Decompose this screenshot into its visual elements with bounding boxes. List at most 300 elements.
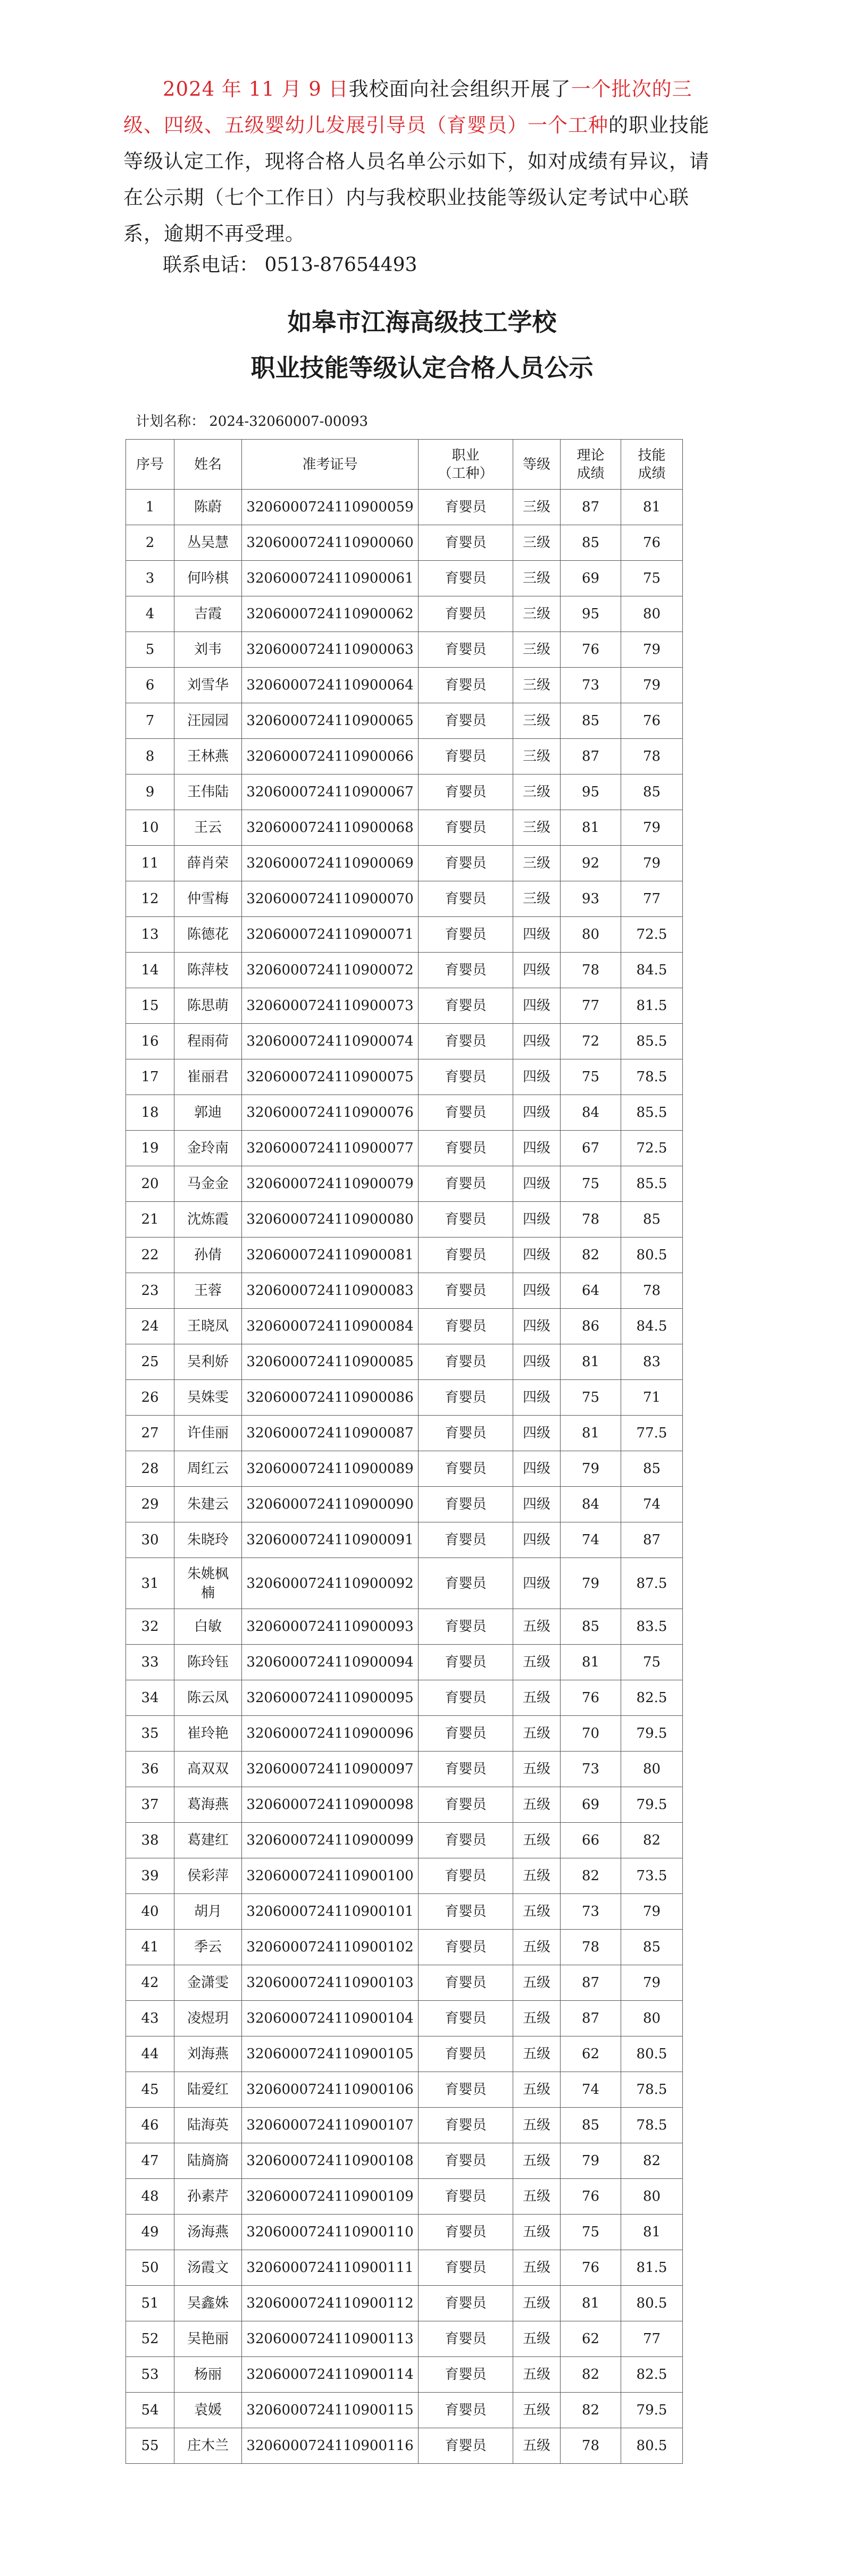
table-row bbox=[126, 1487, 683, 1522]
cell-skill-score: 85 bbox=[621, 1930, 683, 1965]
cell-skill-score: 81 bbox=[621, 490, 683, 525]
cell-level: 四级 bbox=[513, 1487, 561, 1522]
cell-exam-id: 3206000724110900079 bbox=[242, 1166, 419, 1202]
cell-exam-id: 3206000724110900116 bbox=[242, 2428, 419, 2464]
table-row bbox=[126, 2179, 683, 2215]
cell-skill-score: 78 bbox=[621, 739, 683, 775]
cell-exam-id: 3206000724110900101 bbox=[242, 1894, 419, 1930]
table-row bbox=[126, 2286, 683, 2321]
cell-skill-score: 78.5 bbox=[621, 2108, 683, 2143]
cell-no: 9 bbox=[126, 775, 174, 810]
cell-job: 育婴员 bbox=[419, 1522, 513, 1558]
cell-theory-score: 74 bbox=[561, 1522, 621, 1558]
cell-job: 育婴员 bbox=[419, 1894, 513, 1930]
cell-job: 育婴员 bbox=[419, 1416, 513, 1451]
cell-theory-score: 87 bbox=[561, 739, 621, 775]
cell-skill-score: 85 bbox=[621, 1451, 683, 1487]
cell-theory-score: 75 bbox=[561, 2215, 621, 2250]
cell-name: 陈蔚 bbox=[174, 490, 242, 525]
table-row bbox=[126, 1309, 683, 1344]
cell-name: 胡月 bbox=[174, 1894, 242, 1930]
school-title: 如皋市江海高级技工学校 bbox=[287, 308, 557, 336]
cell-job: 育婴员 bbox=[419, 988, 513, 1024]
cell-theory-score: 85 bbox=[561, 703, 621, 739]
table-row bbox=[126, 1858, 683, 1894]
cell-theory-score: 84 bbox=[561, 1095, 621, 1131]
cell-level: 四级 bbox=[513, 1416, 561, 1451]
cell-theory-score: 76 bbox=[561, 2179, 621, 2215]
cell-no: 5 bbox=[126, 632, 174, 668]
cell-job: 育婴员 bbox=[419, 1487, 513, 1522]
cell-skill-score: 80 bbox=[621, 2179, 683, 2215]
table-row bbox=[126, 2215, 683, 2250]
cell-job: 育婴员 bbox=[419, 2215, 513, 2250]
cell-name: 许佳丽 bbox=[174, 1416, 242, 1451]
header-id: 准考证号 bbox=[242, 440, 419, 490]
cell-theory-score: 92 bbox=[561, 846, 621, 881]
cell-skill-score: 82.5 bbox=[621, 1680, 683, 1716]
cell-level: 五级 bbox=[513, 2072, 561, 2108]
cell-skill-score: 87.5 bbox=[621, 1558, 683, 1609]
cell-name: 刘韦 bbox=[174, 632, 242, 668]
header-job bbox=[419, 440, 513, 490]
cell-level: 三级 bbox=[513, 490, 561, 525]
table-row bbox=[126, 739, 683, 775]
cell-exam-id: 3206000724110900110 bbox=[242, 2215, 419, 2250]
plan-name: 计划名称： 2024-32060007-00093 bbox=[136, 414, 369, 430]
cell-no: 12 bbox=[126, 881, 174, 917]
cell-name: 王林燕 bbox=[174, 739, 242, 775]
cell-no: 20 bbox=[126, 1166, 174, 1202]
cell-theory-score: 86 bbox=[561, 1309, 621, 1344]
cell-skill-score: 76 bbox=[621, 525, 683, 561]
cell-level: 四级 bbox=[513, 1273, 561, 1309]
cell-level: 四级 bbox=[513, 917, 561, 953]
cell-name: 陈云凤 bbox=[174, 1680, 242, 1716]
cell-no: 43 bbox=[126, 2001, 174, 2036]
cell-theory-score: 73 bbox=[561, 1752, 621, 1787]
cell-job: 育婴员 bbox=[419, 1451, 513, 1487]
table-row bbox=[126, 1930, 683, 1965]
table-row bbox=[126, 2250, 683, 2286]
cell-skill-score: 81.5 bbox=[621, 2250, 683, 2286]
cell-name: 丛吴慧 bbox=[174, 525, 242, 561]
cell-exam-id: 3206000724110900097 bbox=[242, 1752, 419, 1787]
table-row bbox=[126, 1238, 683, 1273]
cell-no: 34 bbox=[126, 1680, 174, 1716]
cell-theory-score: 81 bbox=[561, 1645, 621, 1680]
cell-skill-score: 79.5 bbox=[621, 1787, 683, 1823]
cell-no: 35 bbox=[126, 1716, 174, 1752]
cell-exam-id: 3206000724110900080 bbox=[242, 1202, 419, 1238]
table-row bbox=[126, 703, 683, 739]
cell-name: 崔玲艳 bbox=[174, 1716, 242, 1752]
cell-no: 46 bbox=[126, 2108, 174, 2143]
header-level: 等级 bbox=[513, 440, 561, 490]
header-name: 姓名 bbox=[174, 440, 242, 490]
cell-skill-score: 80 bbox=[621, 596, 683, 632]
cell-name: 季云 bbox=[174, 1930, 242, 1965]
cell-name: 朱姚枫楠 bbox=[174, 1558, 242, 1609]
cell-theory-score: 78 bbox=[561, 2428, 621, 2464]
cell-name: 朱晓玲 bbox=[174, 1522, 242, 1558]
cell-exam-id: 3206000724110900081 bbox=[242, 1238, 419, 1273]
cell-theory-score: 62 bbox=[561, 2036, 621, 2072]
cell-level: 四级 bbox=[513, 1059, 561, 1095]
table-row bbox=[126, 988, 683, 1024]
cell-name: 陆旖旖 bbox=[174, 2143, 242, 2179]
cell-no: 25 bbox=[126, 1344, 174, 1380]
cell-job: 育婴员 bbox=[419, 2393, 513, 2428]
cell-theory-score: 81 bbox=[561, 1416, 621, 1451]
cell-exam-id: 3206000724110900072 bbox=[242, 953, 419, 988]
cell-skill-score: 79 bbox=[621, 846, 683, 881]
cell-name: 吴姝雯 bbox=[174, 1380, 242, 1416]
cell-exam-id: 3206000724110900103 bbox=[242, 1965, 419, 2001]
cell-no: 24 bbox=[126, 1309, 174, 1344]
cell-name: 陈萍枝 bbox=[174, 953, 242, 988]
cell-level: 四级 bbox=[513, 1558, 561, 1609]
table-row bbox=[126, 1380, 683, 1416]
cell-exam-id: 3206000724110900075 bbox=[242, 1059, 419, 1095]
table-row bbox=[126, 810, 683, 846]
cell-exam-id: 3206000724110900098 bbox=[242, 1787, 419, 1823]
cell-job: 育婴员 bbox=[419, 1965, 513, 2001]
cell-name: 吴鑫姝 bbox=[174, 2286, 242, 2321]
cell-exam-id: 3206000724110900113 bbox=[242, 2321, 419, 2357]
cell-name: 汪园园 bbox=[174, 703, 242, 739]
cell-exam-id: 3206000724110900085 bbox=[242, 1344, 419, 1380]
cell-name: 孙素芹 bbox=[174, 2179, 242, 2215]
cell-skill-score: 75 bbox=[621, 1645, 683, 1680]
cell-skill-score: 79 bbox=[621, 668, 683, 703]
intro-paragraph bbox=[123, 71, 727, 252]
cell-name: 刘雪华 bbox=[174, 668, 242, 703]
cell-job: 育婴员 bbox=[419, 953, 513, 988]
cell-skill-score: 79 bbox=[621, 810, 683, 846]
cell-theory-score: 82 bbox=[561, 1858, 621, 1894]
cell-exam-id: 3206000724110900066 bbox=[242, 739, 419, 775]
header-theory-line1: 理论 bbox=[576, 447, 605, 464]
cell-theory-score: 76 bbox=[561, 632, 621, 668]
cell-level: 五级 bbox=[513, 2179, 561, 2215]
cell-no: 13 bbox=[126, 917, 174, 953]
cell-job: 育婴员 bbox=[419, 1558, 513, 1609]
cell-name: 金潇雯 bbox=[174, 1965, 242, 2001]
cell-exam-id: 3206000724110900063 bbox=[242, 632, 419, 668]
cell-level: 五级 bbox=[513, 2108, 561, 2143]
cell-level: 四级 bbox=[513, 953, 561, 988]
cell-name: 周红云 bbox=[174, 1451, 242, 1487]
cell-skill-score: 80.5 bbox=[621, 2286, 683, 2321]
cell-no: 10 bbox=[126, 810, 174, 846]
cell-no: 50 bbox=[126, 2250, 174, 2286]
cell-job: 育婴员 bbox=[419, 525, 513, 561]
cell-level: 三级 bbox=[513, 668, 561, 703]
cell-exam-id: 3206000724110900114 bbox=[242, 2357, 419, 2393]
cell-skill-score: 80 bbox=[621, 1752, 683, 1787]
cell-job: 育婴员 bbox=[419, 1059, 513, 1095]
cell-no: 26 bbox=[126, 1380, 174, 1416]
cell-level: 五级 bbox=[513, 1787, 561, 1823]
cell-job: 育婴员 bbox=[419, 1131, 513, 1166]
cell-skill-score: 87 bbox=[621, 1522, 683, 1558]
cell-exam-id: 3206000724110900099 bbox=[242, 1823, 419, 1858]
cell-name: 朱建云 bbox=[174, 1487, 242, 1522]
cell-theory-score: 79 bbox=[561, 1451, 621, 1487]
table-header-row bbox=[126, 440, 683, 490]
cell-theory-score: 78 bbox=[561, 1202, 621, 1238]
cell-no: 1 bbox=[126, 490, 174, 525]
table-row bbox=[126, 632, 683, 668]
cell-theory-score: 85 bbox=[561, 525, 621, 561]
cell-job: 育婴员 bbox=[419, 668, 513, 703]
cell-exam-id: 3206000724110900102 bbox=[242, 1930, 419, 1965]
cell-level: 四级 bbox=[513, 1238, 561, 1273]
cell-name: 崔丽君 bbox=[174, 1059, 242, 1095]
cell-theory-score: 78 bbox=[561, 953, 621, 988]
cell-no: 33 bbox=[126, 1645, 174, 1680]
cell-skill-score: 79 bbox=[621, 1894, 683, 1930]
cell-name: 葛建红 bbox=[174, 1823, 242, 1858]
cell-theory-score: 70 bbox=[561, 1716, 621, 1752]
header-skill bbox=[621, 440, 683, 490]
cell-theory-score: 95 bbox=[561, 775, 621, 810]
header-no: 序号 bbox=[126, 440, 174, 490]
cell-level: 五级 bbox=[513, 2143, 561, 2179]
table-row bbox=[126, 490, 683, 525]
cell-job: 育婴员 bbox=[419, 1716, 513, 1752]
cell-skill-score: 79.5 bbox=[621, 1716, 683, 1752]
cell-exam-id: 3206000724110900106 bbox=[242, 2072, 419, 2108]
intro-text-2: 的职业技能等级认定工作，现将合格人员名单公示如下，如对成绩有异议，请在公示期（七个工作日）内与我校职业技能等级认定考试中心联系，逾期不再受理。 bbox=[123, 114, 709, 245]
cell-exam-id: 3206000724110900069 bbox=[242, 846, 419, 881]
cell-theory-score: 73 bbox=[561, 668, 621, 703]
cell-job: 育婴员 bbox=[419, 703, 513, 739]
cell-skill-score: 74 bbox=[621, 1487, 683, 1522]
cell-no: 49 bbox=[126, 2215, 174, 2250]
cell-theory-score: 62 bbox=[561, 2321, 621, 2357]
cell-exam-id: 3206000724110900077 bbox=[242, 1131, 419, 1166]
cell-skill-score: 76 bbox=[621, 703, 683, 739]
cell-exam-id: 3206000724110900105 bbox=[242, 2036, 419, 2072]
cell-skill-score: 79 bbox=[621, 632, 683, 668]
cell-job: 育婴员 bbox=[419, 596, 513, 632]
cell-theory-score: 93 bbox=[561, 881, 621, 917]
cell-job: 育婴员 bbox=[419, 1645, 513, 1680]
cell-no: 38 bbox=[126, 1823, 174, 1858]
table-row bbox=[126, 1131, 683, 1166]
cell-level: 四级 bbox=[513, 1095, 561, 1131]
cell-no: 17 bbox=[126, 1059, 174, 1095]
cell-level: 四级 bbox=[513, 1131, 561, 1166]
cell-job: 育婴员 bbox=[419, 2179, 513, 2215]
cell-skill-score: 85 bbox=[621, 775, 683, 810]
cell-name: 薛肖荣 bbox=[174, 846, 242, 881]
cell-exam-id: 3206000724110900070 bbox=[242, 881, 419, 917]
cell-name: 陈思萌 bbox=[174, 988, 242, 1024]
cell-exam-id: 3206000724110900073 bbox=[242, 988, 419, 1024]
cell-job: 育婴员 bbox=[419, 2108, 513, 2143]
cell-theory-score: 80 bbox=[561, 917, 621, 953]
cell-level: 三级 bbox=[513, 561, 561, 596]
cell-no: 29 bbox=[126, 1487, 174, 1522]
table-row bbox=[126, 1024, 683, 1059]
cell-skill-score: 85.5 bbox=[621, 1095, 683, 1131]
cell-job: 育婴员 bbox=[419, 632, 513, 668]
qualified-list-table bbox=[126, 439, 683, 2464]
cell-exam-id: 3206000724110900064 bbox=[242, 668, 419, 703]
cell-no: 22 bbox=[126, 1238, 174, 1273]
cell-job: 育婴员 bbox=[419, 1680, 513, 1716]
table-row bbox=[126, 2393, 683, 2428]
cell-no: 16 bbox=[126, 1024, 174, 1059]
cell-job: 育婴员 bbox=[419, 2250, 513, 2286]
cell-name: 王伟陆 bbox=[174, 775, 242, 810]
cell-skill-score: 85.5 bbox=[621, 1166, 683, 1202]
cell-level: 五级 bbox=[513, 1645, 561, 1680]
table-row bbox=[126, 2143, 683, 2179]
cell-name: 金玲南 bbox=[174, 1131, 242, 1166]
cell-skill-score: 80.5 bbox=[621, 2036, 683, 2072]
cell-exam-id: 3206000724110900067 bbox=[242, 775, 419, 810]
table-row bbox=[126, 1059, 683, 1095]
table-row bbox=[126, 1894, 683, 1930]
cell-name: 吴利娇 bbox=[174, 1344, 242, 1380]
table-row bbox=[126, 2357, 683, 2393]
cell-no: 18 bbox=[126, 1095, 174, 1131]
table-row bbox=[126, 1558, 683, 1609]
header-theory-line2: 成绩 bbox=[576, 465, 605, 482]
cell-name: 汤霞文 bbox=[174, 2250, 242, 2286]
intro-batch: 一个批次的三级、四级、五级婴幼儿发展引导员（育婴员）一个工种 bbox=[123, 78, 692, 137]
intro-date: 2024 年 11 月 9 日 bbox=[163, 78, 349, 100]
cell-theory-score: 81 bbox=[561, 1344, 621, 1380]
cell-theory-score: 78 bbox=[561, 1930, 621, 1965]
header-job-line2: （工种） bbox=[438, 465, 494, 482]
cell-theory-score: 74 bbox=[561, 2072, 621, 2108]
cell-theory-score: 95 bbox=[561, 596, 621, 632]
cell-theory-score: 82 bbox=[561, 2393, 621, 2428]
cell-job: 育婴员 bbox=[419, 846, 513, 881]
header-skill-line1: 技能 bbox=[638, 447, 666, 464]
cell-name: 仲雪梅 bbox=[174, 881, 242, 917]
cell-name: 程雨荷 bbox=[174, 1024, 242, 1059]
cell-exam-id: 3206000724110900059 bbox=[242, 490, 419, 525]
table-row bbox=[126, 917, 683, 953]
cell-job: 育婴员 bbox=[419, 1823, 513, 1858]
table-row bbox=[126, 1451, 683, 1487]
table-row bbox=[126, 1166, 683, 1202]
cell-skill-score: 77.5 bbox=[621, 1416, 683, 1451]
cell-no: 45 bbox=[126, 2072, 174, 2108]
cell-no: 47 bbox=[126, 2143, 174, 2179]
cell-job: 育婴员 bbox=[419, 1609, 513, 1645]
cell-job: 育婴员 bbox=[419, 1166, 513, 1202]
cell-job: 育婴员 bbox=[419, 2321, 513, 2357]
table-row bbox=[126, 846, 683, 881]
cell-level: 五级 bbox=[513, 1609, 561, 1645]
header-theory bbox=[561, 440, 621, 490]
cell-skill-score: 77 bbox=[621, 881, 683, 917]
cell-job: 育婴员 bbox=[419, 1095, 513, 1131]
cell-job: 育婴员 bbox=[419, 561, 513, 596]
cell-level: 三级 bbox=[513, 525, 561, 561]
cell-skill-score: 84.5 bbox=[621, 1309, 683, 1344]
cell-no: 37 bbox=[126, 1787, 174, 1823]
cell-job: 育婴员 bbox=[419, 1787, 513, 1823]
cell-no: 52 bbox=[126, 2321, 174, 2357]
cell-job: 育婴员 bbox=[419, 2143, 513, 2179]
cell-level: 五级 bbox=[513, 2036, 561, 2072]
cell-level: 五级 bbox=[513, 2286, 561, 2321]
cell-skill-score: 72.5 bbox=[621, 1131, 683, 1166]
cell-level: 四级 bbox=[513, 1202, 561, 1238]
cell-job: 育婴员 bbox=[419, 1344, 513, 1380]
cell-theory-score: 79 bbox=[561, 2143, 621, 2179]
cell-skill-score: 80.5 bbox=[621, 1238, 683, 1273]
cell-exam-id: 3206000724110900074 bbox=[242, 1024, 419, 1059]
cell-exam-id: 3206000724110900061 bbox=[242, 561, 419, 596]
cell-theory-score: 82 bbox=[561, 1238, 621, 1273]
cell-job: 育婴员 bbox=[419, 775, 513, 810]
cell-level: 三级 bbox=[513, 596, 561, 632]
table-row bbox=[126, 1273, 683, 1309]
cell-level: 三级 bbox=[513, 775, 561, 810]
cell-level: 三级 bbox=[513, 810, 561, 846]
cell-exam-id: 3206000724110900090 bbox=[242, 1487, 419, 1522]
cell-job: 育婴员 bbox=[419, 490, 513, 525]
cell-exam-id: 3206000724110900065 bbox=[242, 703, 419, 739]
cell-job: 育婴员 bbox=[419, 881, 513, 917]
cell-theory-score: 75 bbox=[561, 1166, 621, 1202]
table-row bbox=[126, 953, 683, 988]
cell-no: 11 bbox=[126, 846, 174, 881]
cell-name: 高双双 bbox=[174, 1752, 242, 1787]
cell-no: 42 bbox=[126, 1965, 174, 2001]
cell-exam-id: 3206000724110900109 bbox=[242, 2179, 419, 2215]
cell-no: 3 bbox=[126, 561, 174, 596]
cell-level: 五级 bbox=[513, 2393, 561, 2428]
cell-skill-score: 79 bbox=[621, 1965, 683, 2001]
cell-job: 育婴员 bbox=[419, 2036, 513, 2072]
cell-name: 陆海英 bbox=[174, 2108, 242, 2143]
cell-theory-score: 87 bbox=[561, 2001, 621, 2036]
table-row bbox=[126, 1645, 683, 1680]
cell-theory-score: 82 bbox=[561, 2357, 621, 2393]
cell-job: 育婴员 bbox=[419, 1752, 513, 1787]
cell-level: 四级 bbox=[513, 1522, 561, 1558]
cell-exam-id: 3206000724110900107 bbox=[242, 2108, 419, 2143]
cell-level: 四级 bbox=[513, 1344, 561, 1380]
table-row bbox=[126, 2108, 683, 2143]
cell-job: 育婴员 bbox=[419, 1202, 513, 1238]
table-row bbox=[126, 1823, 683, 1858]
cell-theory-score: 75 bbox=[561, 1380, 621, 1416]
cell-job: 育婴员 bbox=[419, 1238, 513, 1273]
cell-exam-id: 3206000724110900112 bbox=[242, 2286, 419, 2321]
cell-level: 四级 bbox=[513, 1166, 561, 1202]
cell-exam-id: 3206000724110900094 bbox=[242, 1645, 419, 1680]
cell-level: 五级 bbox=[513, 2001, 561, 2036]
contact-phone: 联系电话： 0513-87654493 bbox=[163, 254, 417, 276]
cell-exam-id: 3206000724110900086 bbox=[242, 1380, 419, 1416]
cell-job: 育婴员 bbox=[419, 1273, 513, 1309]
cell-name: 凌煜玥 bbox=[174, 2001, 242, 2036]
cell-level: 五级 bbox=[513, 1752, 561, 1787]
table-row bbox=[126, 1344, 683, 1380]
cell-theory-score: 75 bbox=[561, 1059, 621, 1095]
